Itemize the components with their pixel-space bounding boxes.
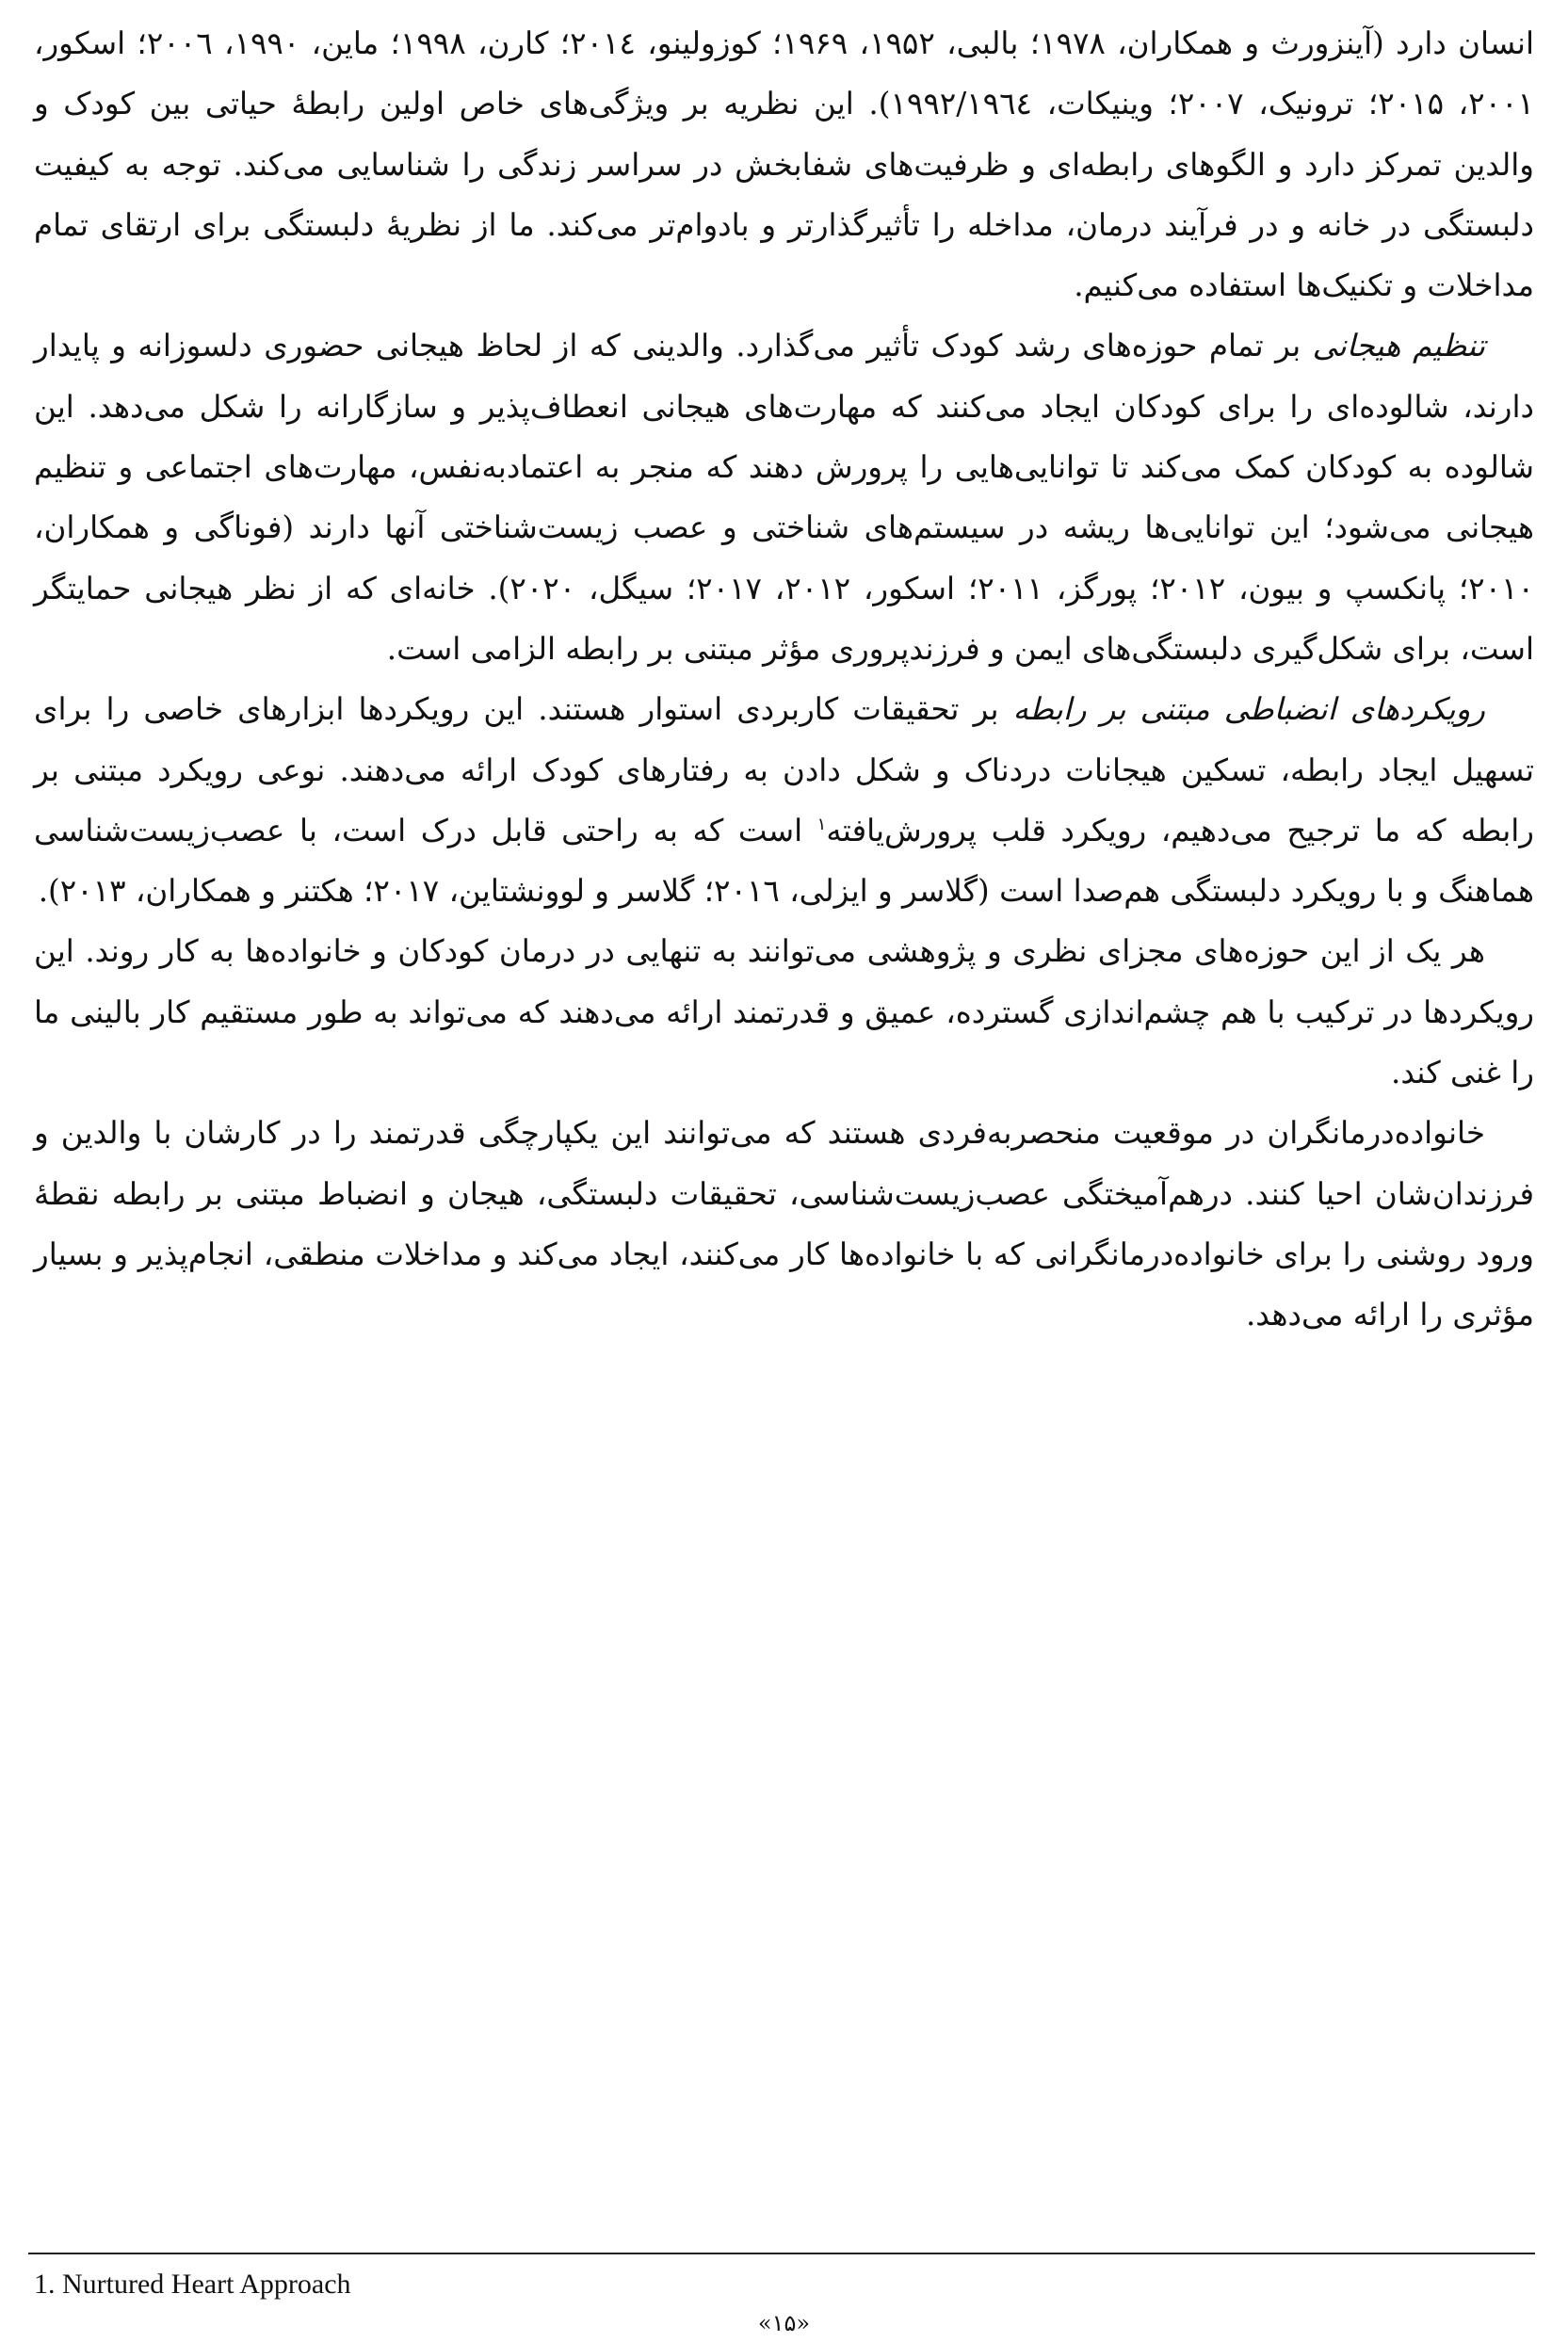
italic-term: تنظیم هیجانی [1312,328,1485,364]
body-text [34,13,1534,1346]
paragraph-text: خانواده‌درمانگران در موقعیت منحصربه‌فردی هستند که می‌توانند این یکپارچگی قدرتمند را در کارشان با والدین و فرزندان‌شان احیا کنند. درهم‌آمیختگی عصب‌زیست‌شناسی، تحقیقات دلبستگی، هیجان و انضباط مبتنی بر رابطه نقطۀ ورود روشنی را برای خانواده‌درمانگرانی که با خانواده‌ها کار می‌کنند، ایجاد می‌کند و مداخلات منطقی، انجام‌پذیر و بسیار مؤثری را ارائه می‌دهد. [34,1115,1534,1333]
paragraph [34,1103,1534,1345]
footnote: 1. Nurtured Heart Approach [34,2269,351,2300]
paragraph-text: بر تمام حوزه‌های رشد کودک تأثیر می‌گذارد. والدینی که از لحاظ هیجانی حضوری دلسوزانه و پایدار دارند، شالوده‌ای را برای کودکان ایجاد می‌کنند که مهارت‌های هیجانی انعطاف‌پذیر و سازگارانه را شکل می‌دهد. این شالوده به کودکان کمک می‌کند تا توانایی‌هایی را پرورش دهند که منجر به اعتمادبه‌نفس، مهارت‌های اجتماعی و تنظیم هیجانی می‌شود؛ این توانایی‌ها ریشه در سیستم‌های شناختی و عصب زیست‌شناختی آنها دارند (فوناگی و همکاران، ۲۰۱۰؛ پانکسپ و بیون، ۲۰۱۲؛ پورگز، ۲۰۱۱؛ اسکور، ۲۰۱۲، ۲۰۱۷؛ سیگل، ۲۰۲۰). خانه‌ای که از نظر هیجانی حمایتگر است، برای شکل‌گیری دلبستگی‌های ایمن و فرزندپروری مؤثر مبتنی بر رابطه الزامی است. [34,328,1534,667]
page-number: «۱۵» [757,2310,811,2336]
paragraph-text: هر یک از این حوزه‌های مجزای نظری و پژوهشی می‌توانند به تنهایی در درمان کودکان و خانواده‌ها به کار روند. این رویکردها در ترکیب با هم چشم‌اندازی گسترده، عمیق و قدرتمند ارائه می‌دهند که می‌تواند به طور مستقیم کار بالینی ما را غنی کند. [34,933,1534,1091]
paragraph [34,921,1534,1103]
footnote-divider [28,2253,1535,2254]
italic-term: رویکردهای انضباطی مبتنی بر رابطه [1012,691,1485,728]
paragraph [34,315,1534,679]
paragraph-text: بر تحقیقات کاربردی استوار هستند. این رویکردها ابزارهای خاصی را برای تسهیل ایجاد رابطه، تسکین هیجانات دردناک و شکل دادن به رفتارهای کودک ارائه می‌دهند. نوعی رویکرد مبتنی بر رابطه که ما ترجیح می‌دهیم، رویکرد قلب پرورش‌یافته [34,691,1534,848]
paragraph [34,679,1534,921]
paragraph-text: انسان دارد (آینزورث و همکاران، ۱۹۷۸؛ بالبی، ۱۹۵۲، ۱۹۶۹؛ کوزولینو، ۲۰۱٤؛ کارن، ۱۹۹۸؛ ماین، ۱۹۹۰، ۲۰۰٦؛ اسکور، ۲۰۰۱، ۲۰۱۵؛ ترونیک، ۲۰۰۷؛ وینیکات، ۱۹۹۲/۱۹٦٤). این نظریه بر ویژگی‌های خاص اولین رابطۀ حیاتی بین کودک و والدین تمرکز دارد و الگوهای رابطه‌ای و ظرفیت‌های شفابخش در سراسر زندگی را شناسایی می‌کند. توجه به کیفیت دلبستگی در خانه و در فرآیند درمان، مداخله را تأثیرگذارتر و بادوام‌تر می‌کند. ما از نظریۀ دلبستگی برای ارتقای تمام مداخلات و تکنیک‌ها استفاده می‌کنیم. [34,25,1534,304]
paragraph-text: است که به راحتی قابل درک است، با عصب‌زیست‌شناسی هماهنگ و با رویکرد دلبستگی هم‌صدا است (گلاسر و ایزلی، ۲۰۱٦؛ گلاسر و لوونشتاین، ۲۰۱۷؛ هکتنر و همکاران، ۲۰۱۳). [34,812,1534,910]
paragraph [34,13,1534,315]
footnote-marker: ۱ [816,815,827,835]
